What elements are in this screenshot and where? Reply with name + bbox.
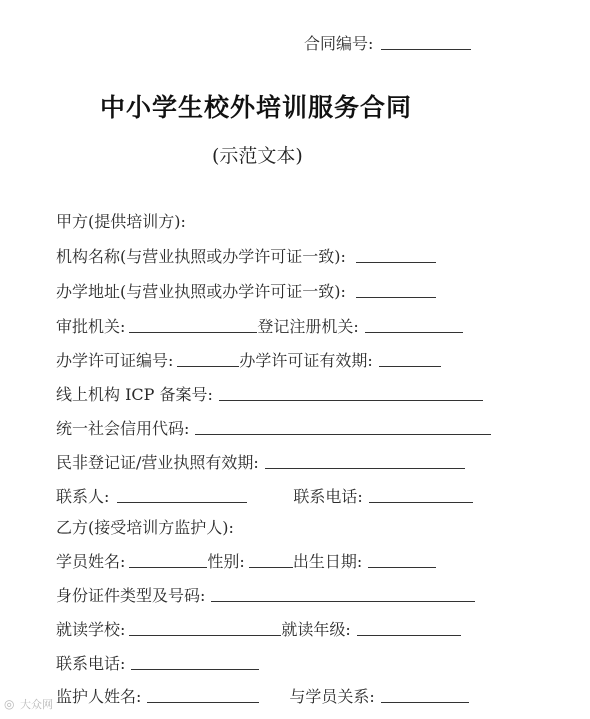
address-label: 办学地址(与营业执照或办学许可证一致): [56,282,346,301]
party-a-heading-row [56,208,186,232]
party-b-heading-row [56,514,234,538]
grade-label: 就读年级: [281,620,351,639]
approval-label: 审批机关: [56,317,126,336]
gender-blank[interactable] [249,566,293,568]
approval-row [56,313,463,337]
guardian-blank[interactable] [147,701,259,703]
weibo-icon: ◎ [4,697,15,711]
id-row [56,582,475,606]
student-name-label: 学员姓名: [56,552,126,571]
relation-label: 与学员关系: [289,687,375,706]
approval-blank[interactable] [129,331,257,333]
registration-blank[interactable] [365,331,463,333]
party-a-heading: 甲方(提供培训方): [56,212,186,231]
registration-label: 登记注册机关: [257,317,359,336]
document-subtitle: (示范文本) [212,145,303,167]
watermark-text: 大众网 [19,698,53,711]
address-blank[interactable] [356,296,436,298]
credit-code-row [56,415,491,439]
relation-blank[interactable] [381,701,469,703]
org-name-blank[interactable] [356,261,436,263]
gender-label: 性别: [207,552,245,571]
id-label: 身份证件类型及号码: [56,586,206,605]
license-row [56,347,441,371]
birth-blank[interactable] [368,566,436,568]
school-blank[interactable] [129,634,281,636]
party-a-phone-blank[interactable] [369,501,473,503]
grade-blank[interactable] [357,634,461,636]
cert-valid-row [56,449,465,473]
student-name-blank[interactable] [129,566,207,568]
guardian-row [56,683,469,707]
license-valid-blank[interactable] [379,365,441,367]
contact-blank[interactable] [117,501,247,503]
contact-label: 联系人: [56,487,110,506]
license-valid-label: 办学许可证有效期: [239,351,373,370]
contract-number-row [304,31,471,54]
birth-label: 出生日期: [292,552,363,571]
org-name-label: 机构名称(与营业执照或办学许可证一致): [56,247,346,266]
contact-row [56,483,473,507]
party-b-heading: 乙方(接受培训方监护人): [56,518,234,537]
license-no-label: 办学许可证编号: [56,351,174,370]
document-title: 中小学生校外培训服务合同 [100,93,413,122]
icp-blank[interactable] [219,399,483,401]
icp-row [56,381,483,405]
party-a-phone-label: 联系电话: [293,487,363,506]
school-label: 就读学校: [56,620,126,639]
party-b-phone-label: 联系电话: [56,654,126,673]
watermark [4,696,53,712]
id-blank[interactable] [211,600,475,602]
guardian-label: 监护人姓名: [56,687,142,706]
cert-valid-label: 民非登记证/营业执照有效期: [56,453,259,472]
party-b-phone-blank[interactable] [131,668,259,670]
contract-number-label: 合同编号: [304,34,374,53]
org-name-row [56,243,436,267]
credit-code-label: 统一社会信用代码: [56,419,190,438]
cert-valid-blank[interactable] [265,467,465,469]
contract-number-blank[interactable] [381,48,471,50]
license-no-blank[interactable] [177,365,239,367]
student-row [56,548,436,572]
school-row [56,616,461,640]
credit-code-blank[interactable] [195,433,491,435]
icp-label: 线上机构 ICP 备案号: [56,385,213,404]
address-row [56,278,436,302]
party-b-phone-row [56,650,259,674]
